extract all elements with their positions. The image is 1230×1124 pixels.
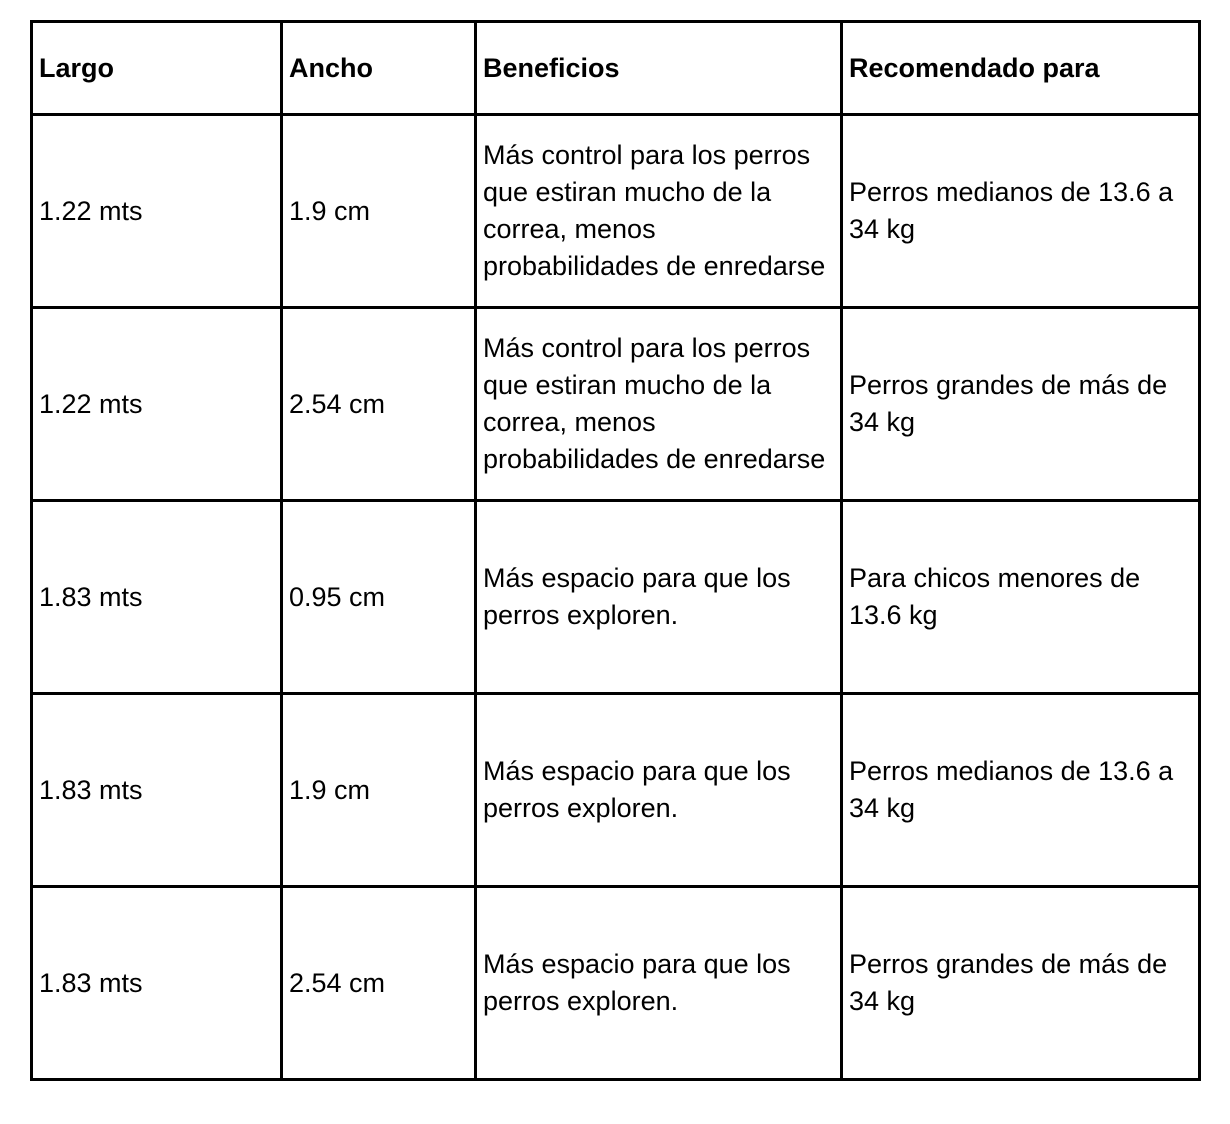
- header-ancho: Ancho: [282, 22, 476, 115]
- header-recomendado: Recomendado para: [842, 22, 1200, 115]
- cell-beneficios: Más espacio para que los perros exploren.: [476, 887, 842, 1080]
- cell-ancho: 1.9 cm: [282, 115, 476, 308]
- table-row: [32, 501, 1200, 694]
- cell-largo: 1.83 mts: [32, 501, 282, 694]
- table-row: [32, 694, 1200, 887]
- cell-beneficios: Más control para los perros que estiran mucho de la correa, menos probabilidades de enredarse: [476, 308, 842, 501]
- cell-recomendado: Perros grandes de más de 34 kg: [842, 308, 1200, 501]
- table-row: [32, 308, 1200, 501]
- table-row: [32, 115, 1200, 308]
- header-row: [32, 22, 1200, 115]
- cell-beneficios: Más espacio para que los perros exploren.: [476, 501, 842, 694]
- cell-largo: 1.22 mts: [32, 115, 282, 308]
- cell-ancho: 2.54 cm: [282, 308, 476, 501]
- cell-recomendado: Perros grandes de más de 34 kg: [842, 887, 1200, 1080]
- leash-comparison-table: [30, 20, 1201, 1081]
- cell-ancho: 0.95 cm: [282, 501, 476, 694]
- header-beneficios: Beneficios: [476, 22, 842, 115]
- cell-largo: 1.83 mts: [32, 887, 282, 1080]
- cell-beneficios: Más control para los perros que estiran mucho de la correa, menos probabilidades de enredarse: [476, 115, 842, 308]
- cell-ancho: 1.9 cm: [282, 694, 476, 887]
- cell-recomendado: Perros medianos de 13.6 a 34 kg: [842, 694, 1200, 887]
- table-row: [32, 887, 1200, 1080]
- header-largo: Largo: [32, 22, 282, 115]
- cell-largo: 1.22 mts: [32, 308, 282, 501]
- cell-beneficios: Más espacio para que los perros exploren.: [476, 694, 842, 887]
- cell-recomendado: Para chicos menores de 13.6 kg: [842, 501, 1200, 694]
- cell-largo: 1.83 mts: [32, 694, 282, 887]
- cell-ancho: 2.54 cm: [282, 887, 476, 1080]
- cell-recomendado: Perros medianos de 13.6 a 34 kg: [842, 115, 1200, 308]
